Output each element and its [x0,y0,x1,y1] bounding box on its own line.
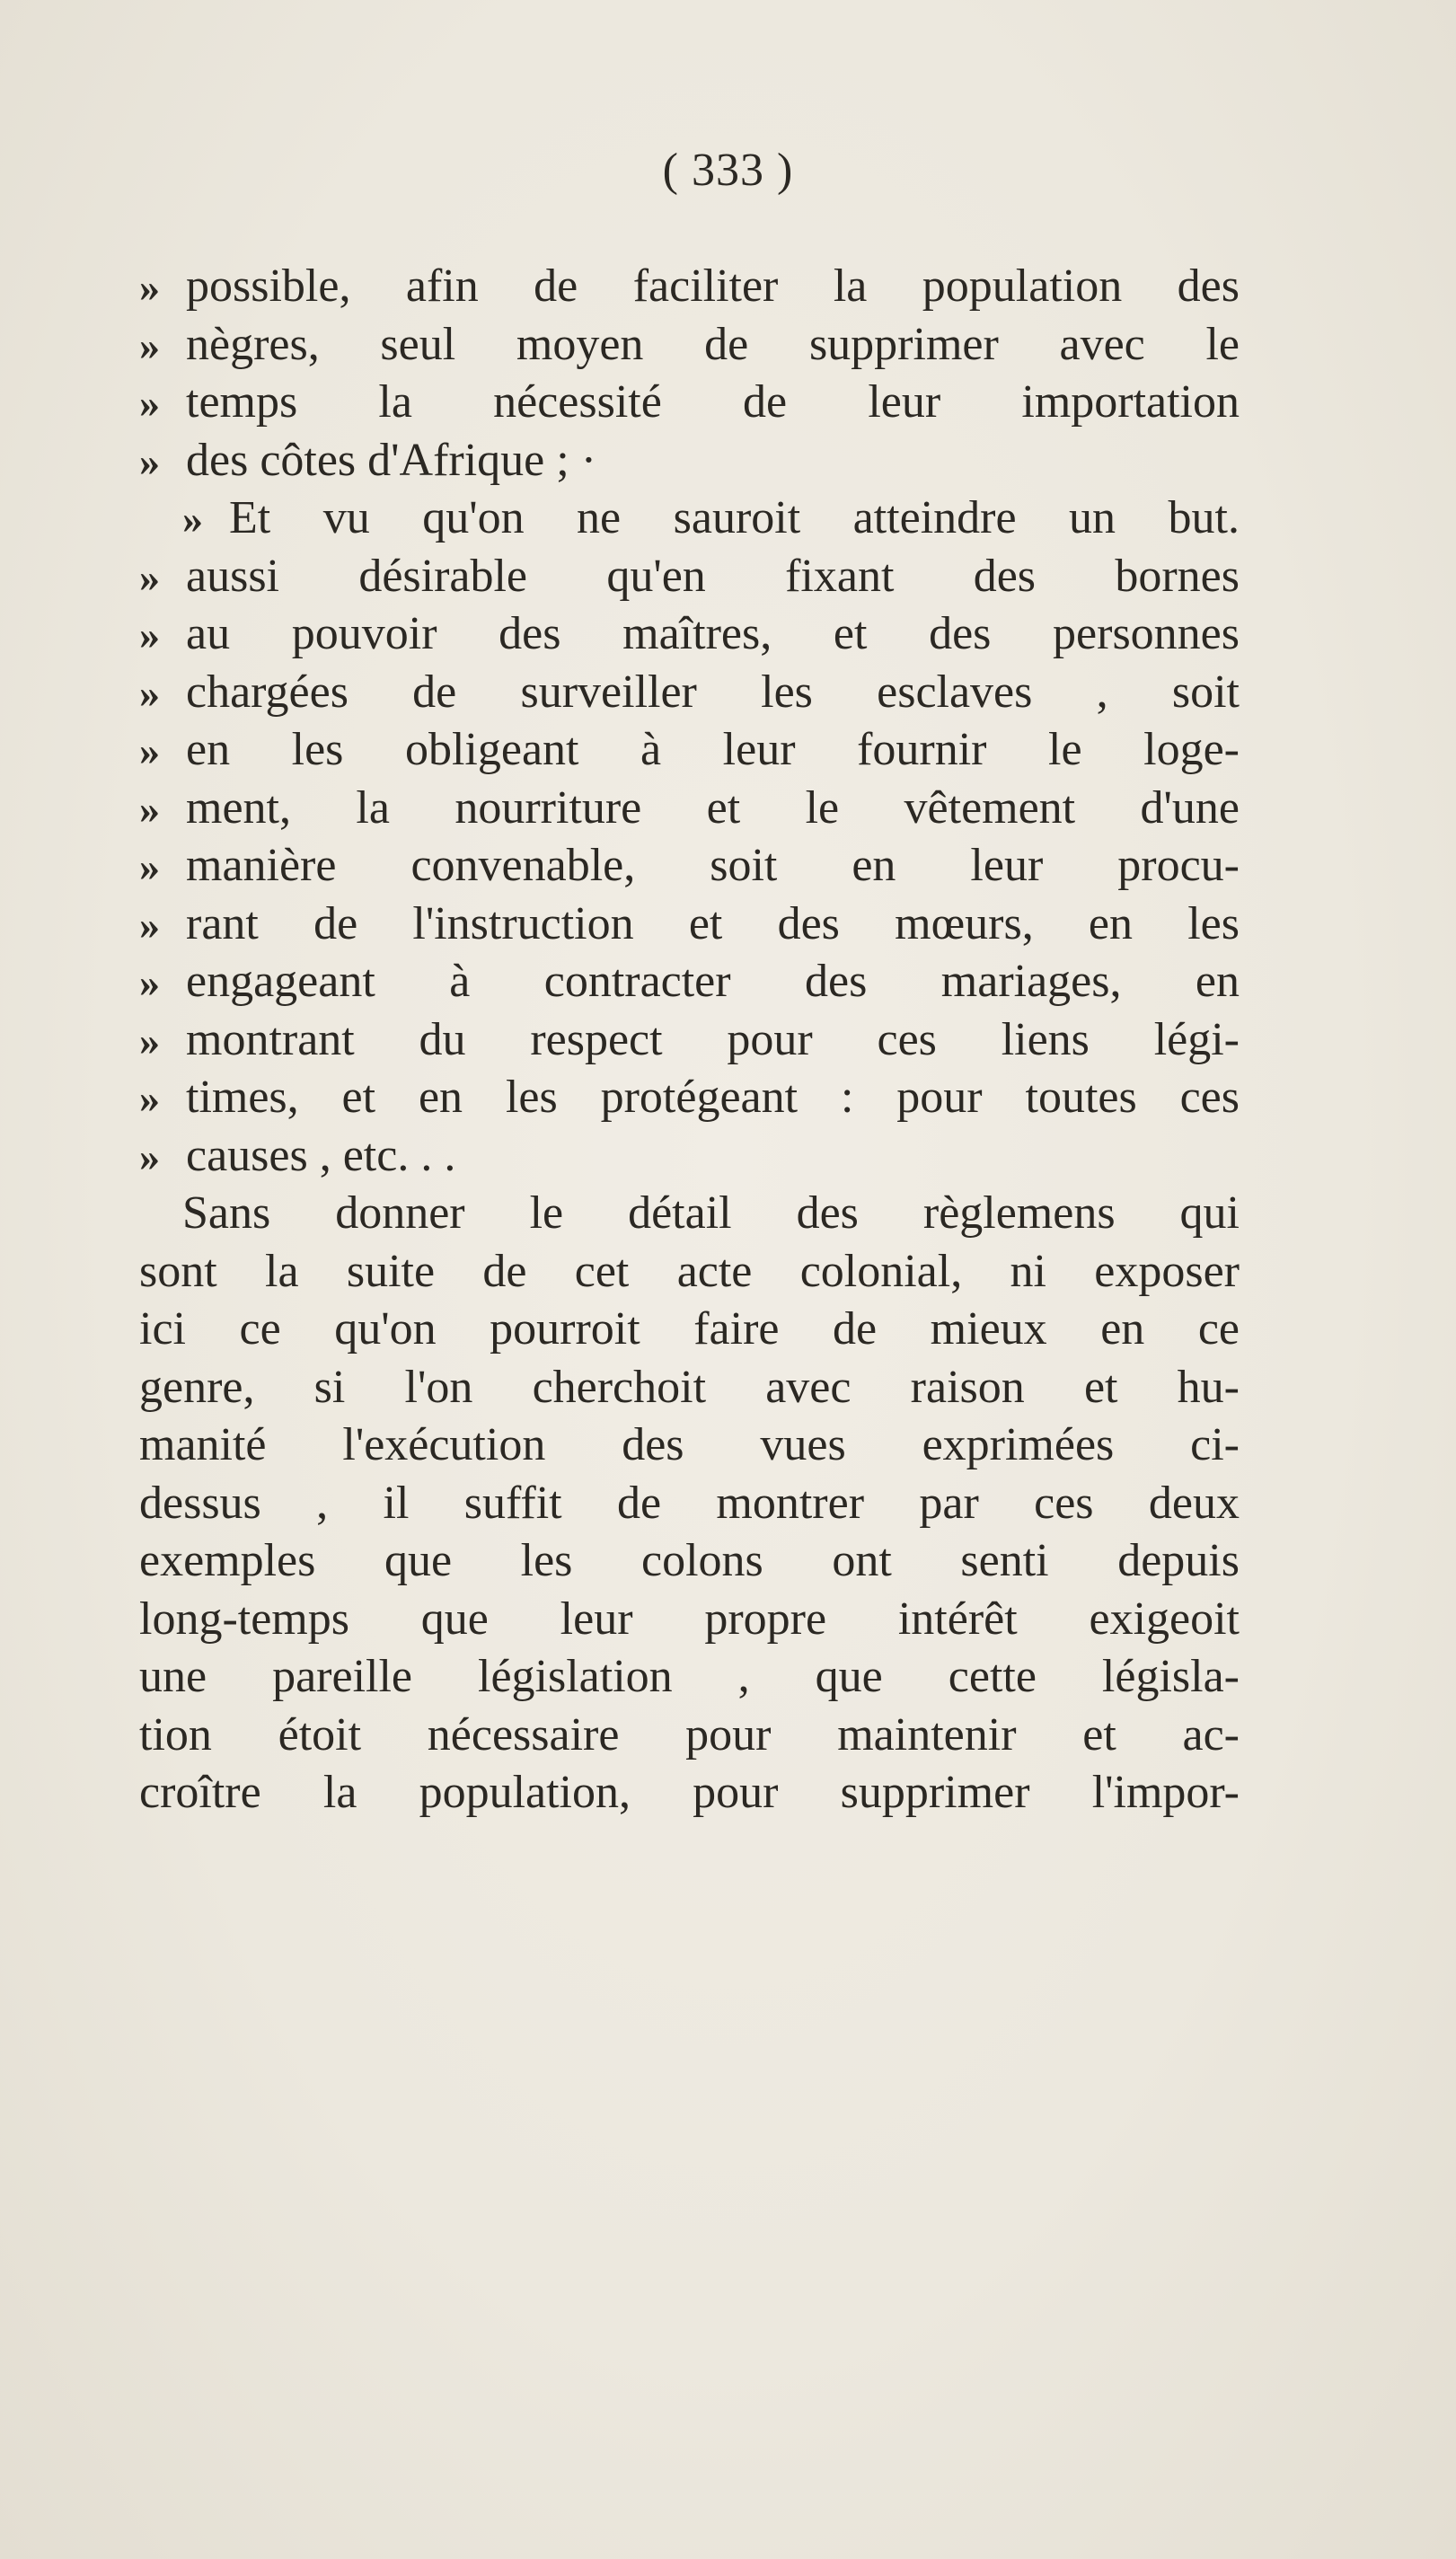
quote-mark: » [139,437,160,484]
quoted-line [139,316,1240,375]
paragraph-line [139,1185,1240,1243]
line-text: rant de l'instruction et des mœurs, en les [186,897,1240,949]
quote-mark: » [139,380,160,426]
quoted-line [139,548,1240,606]
page-number: ( 333 ) [662,145,794,196]
paragraph-line [139,1707,1240,1765]
line-text: manière convenable, soit en leur procu- [186,840,1240,891]
line-text: possible, afin de faciliter la population des [186,260,1240,312]
quoted-line [139,721,1240,780]
paragraph-line [139,1648,1240,1707]
quote-mark: » [139,1075,160,1121]
line-text: ici ce qu'on pourroit faire de mieux en ce [139,1303,1240,1355]
quote-mark: » [139,612,160,657]
quote-mark: » [139,843,160,889]
paragraph-line [139,1301,1240,1359]
quoted-line [139,1011,1240,1070]
quoted-line [139,432,1240,490]
paragraph-line [139,1475,1240,1533]
line-text: croître la population, pour supprimer l'impor- [139,1767,1240,1818]
line-text: exemples que les colons ont senti depuis [139,1535,1240,1586]
quote-mark: » [139,959,160,1005]
line-text: Et vu qu'on ne sauroit atteindre un but. [229,492,1240,543]
line-text: manité l'exécution des vues exprimées ci- [139,1419,1240,1470]
line-text: genre, si l'on cherchoit avec raison et hu- [139,1361,1240,1413]
line-text: Sans donner le détail des règlemens qui [182,1187,1240,1239]
paragraph-line [139,1243,1240,1302]
quoted-line [139,1069,1240,1127]
line-text: sont la suite de cet acte colonial, ni exposer [139,1245,1240,1297]
paragraph-line [139,1591,1240,1649]
line-text: long-temps que leur propre intérêt exigeoit [139,1593,1240,1645]
line-text: tion étoit nécessaire pour maintenir et ac- [139,1708,1240,1760]
line-text: temps la nécessité de leur importation [186,376,1240,428]
quote-mark: » [139,785,160,832]
paragraph-line [139,1764,1240,1822]
quote-mark: » [139,1017,160,1063]
quoted-line [139,1127,1240,1186]
line-text: chargées de surveiller les esclaves , soit [186,666,1240,718]
quote-mark: » [139,264,160,310]
quoted-line [139,837,1240,896]
quote-mark: » [139,669,160,716]
paragraph-line [139,1359,1240,1417]
line-text: montrant du respect pour ces liens légi- [186,1013,1240,1065]
line-text: dessus , il suffit de montrer par ces deux [139,1477,1240,1529]
line-text: times, et en les protégeant : pour toutes ces [186,1072,1240,1123]
line-text: causes , etc. . . [186,1129,456,1181]
quoted-line [139,953,1240,1011]
line-text: engageant à contracter des mariages, en [186,956,1240,1007]
quote-mark: » [139,553,160,600]
line-text: nègres, seul moyen de supprimer avec le [186,318,1240,370]
text-block [139,258,1240,1822]
line-text: en les obligeant à leur fournir le loge- [186,724,1240,775]
quoted-line [139,896,1240,954]
quoted-line [139,605,1240,664]
line-text: aussi désirable qu'en fixant des bornes [186,550,1240,602]
quoted-line [139,780,1240,838]
quoted-line [139,664,1240,722]
paragraph-line [139,1416,1240,1475]
quote-mark: » [139,322,160,368]
line-text: au pouvoir des maîtres, et des personnes [186,608,1240,659]
quoted-line-indented [139,490,1240,548]
quote-mark: » [139,728,160,773]
quoted-line [139,258,1240,316]
line-text: des côtes d'Afrique ; · [186,434,597,486]
quote-mark: » [139,901,160,948]
quoted-line [139,374,1240,432]
line-text: une pareille législation , que cette législa- [139,1651,1240,1702]
line-text: ment, la nourriture et le vêtement d'une [186,781,1240,834]
quote-mark: » [139,1133,160,1179]
quote-mark: » [182,496,203,542]
paragraph-line [139,1532,1240,1591]
